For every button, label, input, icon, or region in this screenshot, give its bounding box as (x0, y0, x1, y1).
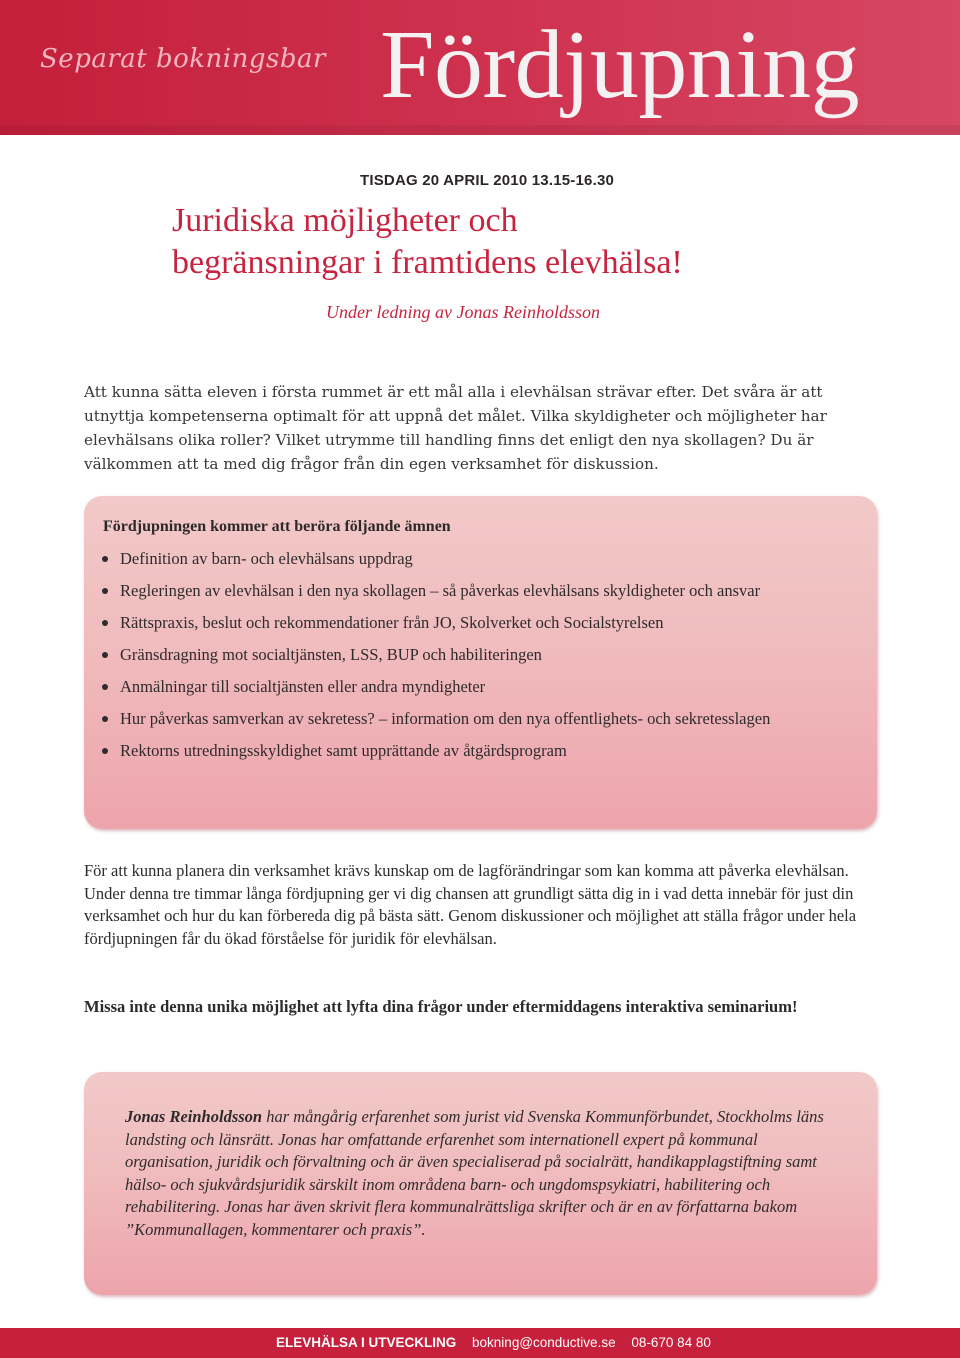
callout-text: Missa inte denna unika möjlighet att lyfta dina frågor under eftermiddagens interaktiva seminarium! (84, 997, 798, 1016)
event-date: TISDAG 20 APRIL 2010 13.15-16.30 (360, 172, 615, 189)
footer-bar (0, 1328, 960, 1358)
header-banner (0, 0, 960, 135)
bio-paragraph (125, 1106, 825, 1241)
list-item: Anmälningar till socialtjänsten eller andra myndigheter (100, 676, 860, 698)
title-line-2: begränsningar i framtidens elevhälsa! (172, 244, 683, 281)
list-item: Definition av barn- och elevhälsans uppdrag (100, 548, 860, 570)
bio-box (84, 1072, 877, 1295)
bio-name: Jonas Reinholdsson (125, 1107, 263, 1126)
topics-box (84, 496, 877, 829)
page-title (172, 200, 812, 284)
footer-phone: 08-670 84 80 (631, 1335, 711, 1350)
topics-title: Fördjupningen kommer att beröra följande ämnen (103, 518, 451, 535)
brand-title: Fördjupning (380, 11, 860, 119)
body-paragraph: För att kunna planera din verksamhet krävs kunskap om de lagförändringar som kan komma att påverka elevhälsan. Under denna tre timmar långa fördjupning ger vi dig chansen att grundligt sätta dig in i vad detta innebär för just din verksamhet och hur du kan förbereda dig på bästa sätt. Genom diskussioner och möjlighet att ställa frågor under hela fördjupningen får du ökad förståelse för juridik för elevhälsan. (84, 861, 857, 948)
footer-org: ELEVHÄLSA I UTVECKLING (276, 1335, 457, 1350)
bio-text: har mångårig erfarenhet som jurist vid Svenska Kommunförbundet, Stockholms läns landsting och länsrätt. Jonas har omfattande erfarenhet som internationell expert på kommunal organisation, juridik och förvaltning och är även specialiserad på socialrätt, handikapplagstiftning samt hälso- och sjukvårdsjuridik särskilt inom områdena barn- och ungdomspsykiatri, habilitering och rehabilitering. Jonas har även skrivit flera kommunalrättsliga skrifter och är en av författarna bakom ”Kommunallagen, kommentarer och praxis”. (125, 1107, 824, 1239)
list-item: Regleringen av elevhälsan i den nya skollagen – så påverkas elevhälsans skyldigheter och ansvar (100, 580, 860, 602)
list-item: Rättspraxis, beslut och rekommendationer från JO, Skolverket och Socialstyrelsen (100, 612, 860, 634)
tagline: Separat bokningsbar (40, 44, 326, 74)
topics-list (100, 548, 860, 772)
list-item: Gränsdragning mot socialtjänsten, LSS, BUP och habiliteringen (100, 644, 860, 666)
intro-paragraph: Att kunna sätta eleven i första rummet är ett mål alla i elevhälsan strävar efter. Det svåra är att utnyttja kompetenserna optimalt för att uppnå det målet. Vilka skyldigheter och möjligheter har elevhälsans olika roller? Vilket utrymme till handling finns det enligt den nya skollagen? Du är välkommen att ta med dig frågor från din egen verksamhet för diskussion. (84, 383, 827, 473)
list-item: Rektorns utredningsskyldighet samt upprättande av åtgärdsprogram (100, 740, 860, 762)
footer-contact (276, 1335, 723, 1350)
list-item: Hur påverkas samverkan av sekretess? – information om den nya offentlighets- och sekretesslagen (100, 708, 860, 730)
leader-line: Under ledning av Jonas Reinholdsson (326, 302, 600, 322)
footer-email-link[interactable]: bokning@conductive.se (472, 1335, 616, 1350)
title-line-1: Juridiska möjligheter och (172, 202, 518, 239)
